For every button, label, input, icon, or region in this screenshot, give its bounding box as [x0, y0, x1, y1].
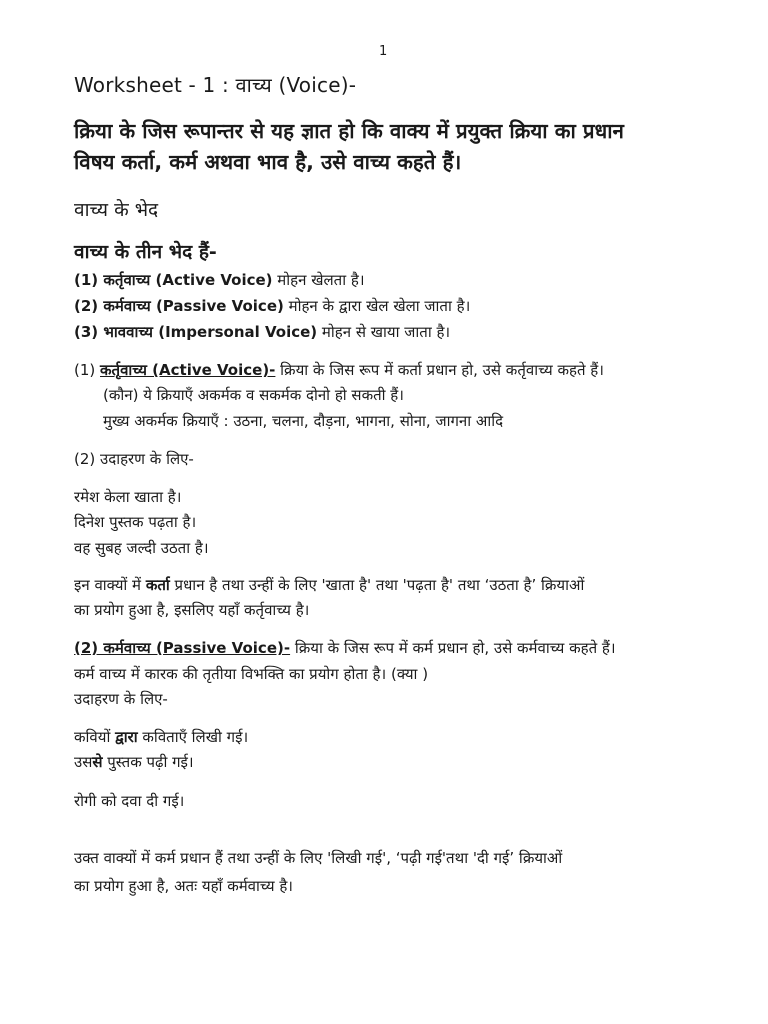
worksheet-title: Worksheet - 1 : वाच्य (Voice)-	[74, 73, 357, 97]
passive-explanation-line-1: उक्त वाक्यों में कर्म प्रधान हैं तथा उन्हीं के लिए 'लिखी गई', ‘पढ़ी गई'तथा 'दी गई’ क्रियाओं	[74, 849, 563, 867]
type-label: (1) कर्तृवाच्य (Active Voice)	[74, 271, 273, 289]
passive-definition	[74, 638, 616, 658]
passive-voice-label: (2) कर्मवाच्य (Passive Voice)-	[74, 639, 291, 657]
active-explanation-line-2: का प्रयोग हुआ है, इसलिए यहाँ कर्तृवाच्य है।	[74, 601, 310, 619]
active-example-2: दिनेश पुस्तक पढ़ता है।	[74, 513, 197, 531]
type-label: (3) भाववाच्य (Impersonal Voice)	[74, 323, 318, 341]
active-number: (1)	[74, 361, 101, 379]
explain-pre: इन वाक्यों में	[74, 576, 146, 594]
active-example-1: रमेश केला खाता है।	[74, 488, 182, 506]
types-heading: वाच्य के तीन भेद हैं-	[74, 241, 217, 263]
type-item-active	[74, 270, 365, 290]
type-example: मोहन खेलता है।	[272, 271, 365, 289]
page-number: 1	[379, 44, 388, 59]
example-post: कविताएँ लिखी गई।	[137, 728, 249, 746]
passive-example-1	[74, 727, 248, 747]
explain-bold: कर्ता	[145, 576, 170, 594]
type-label: (2) कर्मवाच्य (Passive Voice)	[74, 297, 284, 315]
explain-post: प्रधान है तथा उन्हीं के लिए 'खाता है' तथा 'पढ़ता है' तथा ‘उठता है’ क्रियाओं	[169, 576, 585, 594]
active-example-3: वह सुबह जल्दी उठता है।	[74, 539, 209, 557]
passive-example-2	[74, 752, 194, 772]
active-definition-text: क्रिया के जिस रूप में कर्ता प्रधान हो, उसे कर्तृवाच्य कहते हैं।	[275, 361, 604, 379]
type-item-impersonal	[74, 322, 450, 342]
passive-explanation-line-2: का प्रयोग हुआ है, अतः यहाँ कर्मवाच्य है।	[74, 877, 293, 895]
active-voice-label: कर्तृवाच्य (Active Voice)-	[100, 361, 276, 379]
example-bold: द्वारा	[115, 728, 138, 746]
active-example-heading: (2) उदाहरण के लिए-	[74, 450, 194, 468]
active-line-2: (कौन) ये क्रियाएँ अकर्मक व सकर्मक दोनो हो सकती हैं।	[103, 386, 404, 404]
passive-example-heading: उदाहरण के लिए-	[74, 690, 168, 708]
active-line-3: मुख्य अकर्मक क्रियाएँ : उठना, चलना, दौड़ना, भागना, सोना, जागना आदि	[103, 412, 504, 430]
example-pre: उस	[74, 753, 93, 771]
active-explanation-line-1	[74, 575, 584, 595]
type-item-passive	[74, 296, 470, 316]
definition-line-1: क्रिया के जिस रूपान्तर से यह ज्ञात हो कि वाक्य में प्रयुक्त क्रिया का प्रधान	[74, 119, 624, 143]
example-bold: से	[92, 753, 103, 771]
active-definition	[74, 360, 604, 380]
type-example: मोहन से खाया जाता है।	[317, 323, 451, 341]
passive-definition-text: क्रिया के जिस रूप में कर्म प्रधान हो, उसे कर्मवाच्य कहते हैं।	[290, 639, 616, 657]
example-pre: कवियों	[74, 728, 116, 746]
type-example: मोहन के द्वारा खेल खेला जाता है।	[283, 297, 471, 315]
definition-line-2: विषय कर्ता, कर्म अथवा भाव है, उसे वाच्य कहते हैं।	[74, 150, 462, 174]
section-heading: वाच्य के भेद	[74, 199, 159, 221]
passive-line-2: कर्म वाच्य में कारक की तृतीया विभक्ति का प्रयोग होता है। (क्या )	[74, 665, 429, 683]
example-post: पुस्तक पढ़ी गई।	[102, 753, 194, 771]
passive-example-3: रोगी को दवा दी गई।	[74, 792, 185, 810]
